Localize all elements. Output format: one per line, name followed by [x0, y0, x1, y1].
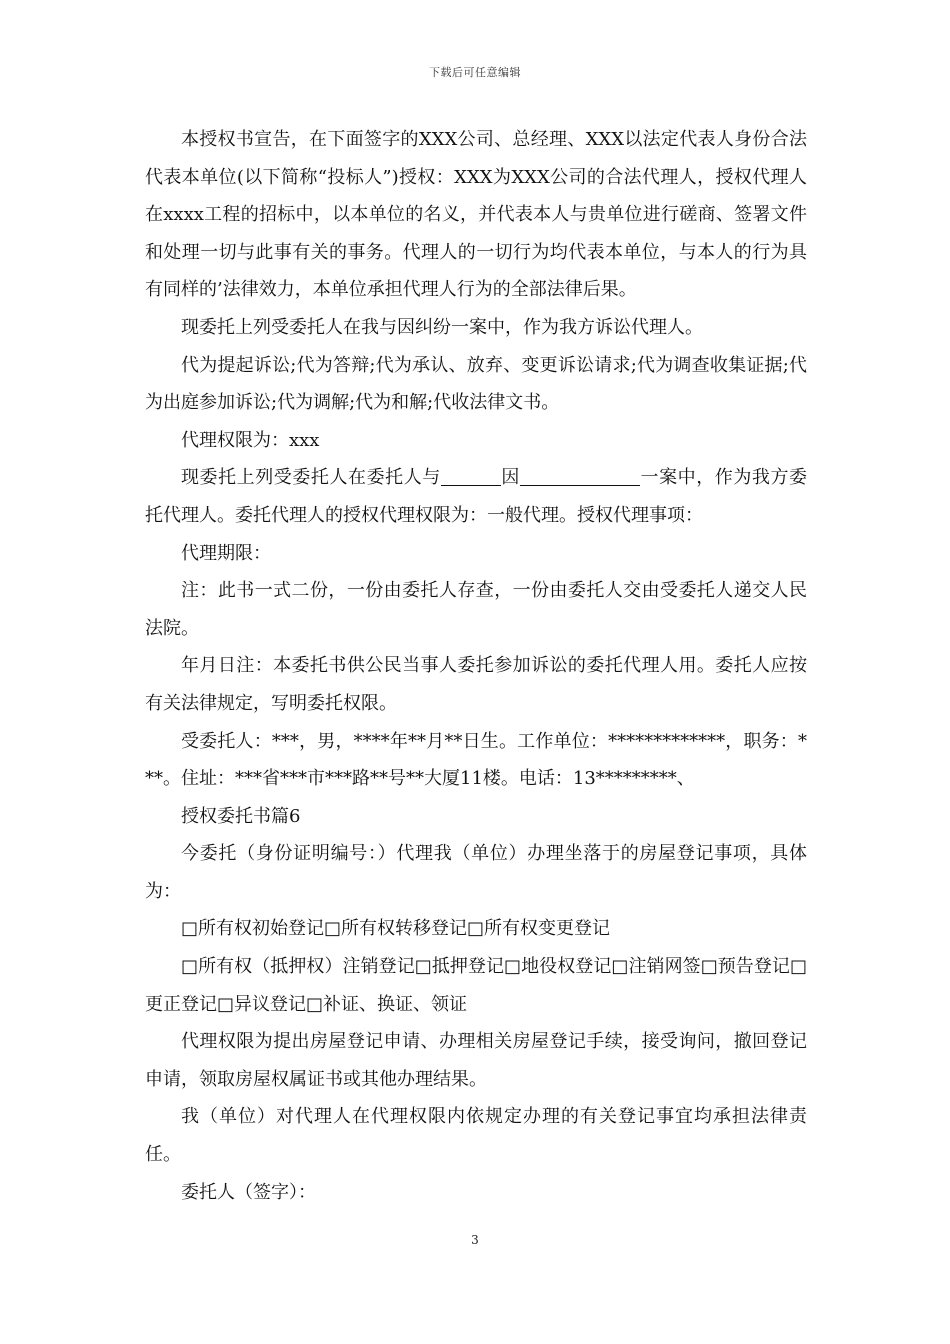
paragraph-usage-note: 年月日注：本委托书供公民当事人委托参加诉讼的委托代理人用。委托人应按有关法律规定，写明委托权限。 [145, 655, 807, 714]
entrust-text-part1: 现委托上列受委托人在委托人与 [181, 467, 441, 489]
paragraph-litigation-agent: 现委托上列受委托人在我与因纠纷一案中，作为我方诉讼代理人。 [181, 316, 703, 338]
paragraph-legal-responsibility: 我（单位）对代理人在代理权限内依规定办理的有关登记事宜均承担法律责任。 [145, 1106, 807, 1166]
page-header: 下载后可任意编辑 [429, 66, 521, 79]
entrust-text-part3: 一案中，作为我方委托代理人。委托代理人的授权代理权限为：一般代理。授权代理事项： [145, 467, 808, 526]
paragraph-registration-options-2: □所有权（抵押权）注销登记□抵押登记□地役权登记□注销网签□预告登记□更正登记□异议登记□补证、换证、领证 [145, 956, 807, 1015]
paragraph-agent-authority: 代理权限为提出房屋登记申请、办理相关房屋登记手续，接受询问，撤回登记申请，领取房屋权属证书或其他办理结果。 [145, 1031, 807, 1090]
paragraph-property-entrust: 今委托（身份证明编号：）代理我（单位）办理坐落于的房屋登记事项，具体为： [145, 843, 807, 902]
paragraph-authority-scope: 代理权限为：xxx [181, 429, 320, 451]
paragraph-authorization-declaration: 本授权书宣告，在下面签字的XXX公司、总经理、XXX以法定代表人身份合法代表本单位(以下简称“投标人”)授权：XXX为XXX公司的合法代理人，授权代理人在xxxx工程的招标中，以本单位的名义，并代表本人与贵单位进行磋商、签署文件和处理一切与此事有关的事务。代理人的一切行为均代表本单位，与本人的行为具有同样的’法律效力，本单位承担代理人行为的全部法律后果。 [145, 129, 807, 301]
fill-blank-reason [520, 467, 640, 486]
paragraph-copies-note: 注：此书一式二份，一份由委托人存查，一份由委托人交由受委托人递交人民法院。 [145, 580, 807, 639]
paragraph-registration-options-1: □所有权初始登记□所有权转移登记□所有权变更登记 [181, 918, 611, 940]
entrust-text-part2: 因 [500, 467, 520, 489]
section-heading: 授权委托书篇6 [181, 805, 301, 827]
paragraph-agency-period: 代理期限： [181, 542, 271, 564]
paragraph-entrust-with-blanks [145, 459, 807, 534]
paragraph-agent-actions: 代为提起诉讼;代为答辩;代为承认、放弃、变更诉讼请求;代为调查收集证据;代为出庭参加诉讼;代为调解;代为和解;代收法律文书。 [145, 354, 807, 414]
document-body [145, 121, 807, 1211]
paragraph-trustee-info: 受委托人：***，男，****年**月**日生。工作单位：*************，职务：***。住址：***省***市***路**号**大厦11楼。电话：13*********、 [145, 730, 807, 790]
page-number: 3 [471, 1233, 479, 1247]
fill-blank-party [441, 467, 501, 486]
paragraph-signature: 委托人（签字）： [181, 1181, 316, 1203]
